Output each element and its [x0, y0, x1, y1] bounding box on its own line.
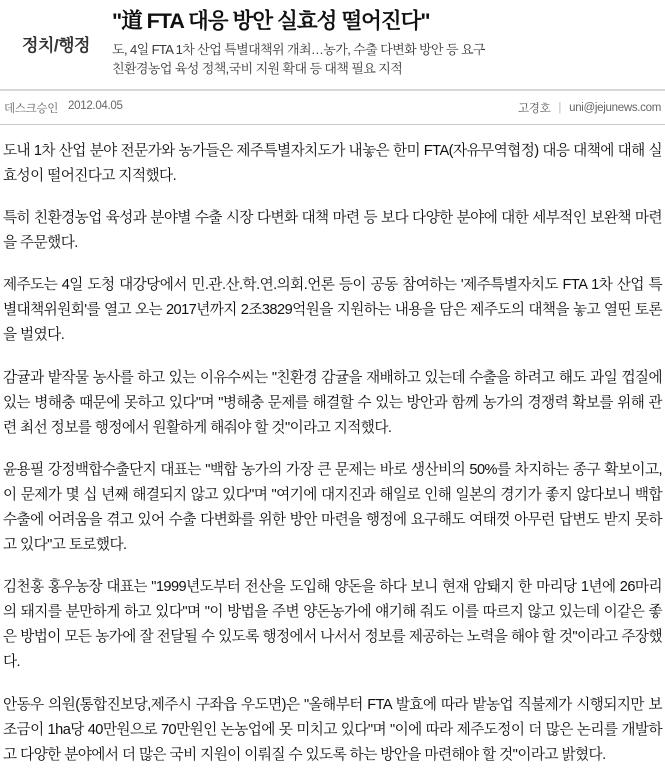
- reporter-email[interactable]: uni@jejunews.com: [569, 101, 661, 114]
- title-block: [112, 8, 665, 79]
- article-body: [0, 125, 665, 768]
- article-paragraph: 제주도는 4일 도청 대강당에서 민.관.산.학.연.의회.언론 등이 공동 참여하는 '제주특별자치도 FTA 1차 산업 특별대책위원회'를 열고 오는 2017년까지 2조3829억원을 지원하는 내용을 담은 제주도의 대책을 놓고 열띤 토론을 벌였다.: [3, 277, 662, 344]
- article-paragraph: 도내 1차 산업 분야 전문가와 농가들은 제주특별자치도가 내놓은 한미 FTA(자유무역협정) 대응 대책에 대해 실효성이 떨어진다고 지적했다.: [3, 142, 662, 184]
- byline-separator: |: [558, 101, 562, 114]
- page-title: "道 FTA 대응 방안 실효성 떨어진다": [112, 9, 430, 33]
- article-paragraph: 감귤과 밭작물 농사를 하고 있는 이유수씨는 "친환경 감귤을 재배하고 있는데 수출을 하려고 해도 과일 껍질에 있는 병해충 때문에 못하고 있다"며 "병해충 문제를 해결할 수 있는 방안과 함께 농가의 경쟁력 확보를 위해 관련 최선 정보를 행정에서 원활하게 해줘야 할 것"이라고 지적했다.: [3, 369, 662, 436]
- article-header: [0, 0, 665, 91]
- article-paragraph: 윤용필 강정백합수출단지 대표는 "백합 농가의 가장 큰 문제는 바로 생산비의 50%를 차지하는 종구 확보이고, 이 문제가 몇 십 년째 해결되지 않고 있다"며 "여기에 대지진과 해일로 인해 일본의 경기가 좋지 않다보니 백합 수출에 어려움을 겪고 있어 수출 다변화를 위한 방안 마련을 행정에 요구해도 여태껏 아무런 답변도 받지 못하고 있다"고 토로했다.: [3, 461, 662, 554]
- subheadline-line-1: 도, 4일 FTA 1차 산업 특별대책위 개최…농가, 수출 다변화 방안 등 요구: [112, 41, 485, 57]
- reporter-name[interactable]: 고경호: [517, 102, 551, 115]
- subheadline-line-2: 친환경농업 육성 정책,국비 지원 확대 등 대책 필요 지적: [112, 61, 403, 77]
- category-label[interactable]: 정치/행정: [22, 35, 90, 55]
- approval-label: 데스크승인: [4, 102, 59, 115]
- article-paragraph: 김천홍 홍우농장 대표는 "1999년도부터 전산을 도입해 양돈을 하다 보니 현재 암퇘지 한 마리당 1년에 26마리의 돼지를 분만하게 하고 있다"며 "이 방법을 주변 양돈농가에 얘기해 줘도 이를 따르지 않고 있는데 이같은 좋은 방법이 모든 농가에 잘 전달될 수 있도록 행정에서 나서서 정보를 제공하는 노력을 해야 할 것"이라고 주장했다.: [3, 579, 662, 671]
- byline-right: [518, 100, 661, 116]
- byline-left: [4, 100, 123, 116]
- article-paragraph: 안동우 의원(통합진보당,제주시 구좌읍 우도면)은 "올해부터 FTA 발효에 따라 밭농업 직불제가 시행되지만 보조금이 1ha당 40만원으로 70만원인 논농업에 못 미치고 있다"며 "이에 따라 제주도정이 더 많은 논리를 개발하고 다양한 분야에서 더 많은 국비 지원이 이뤄질 수 있도록 하는 방안을 마련해야 할 것"이라고 밝혔다.: [3, 696, 662, 763]
- publish-date: 2012.04.05: [68, 99, 123, 112]
- article-paragraph: 특히 친환경농업 육성과 분야별 수출 시장 다변화 대책 마련 등 보다 다양한 분야에 대한 세부적인 보완책 마련을 주문했다.: [3, 210, 662, 252]
- byline-bar: [0, 91, 665, 125]
